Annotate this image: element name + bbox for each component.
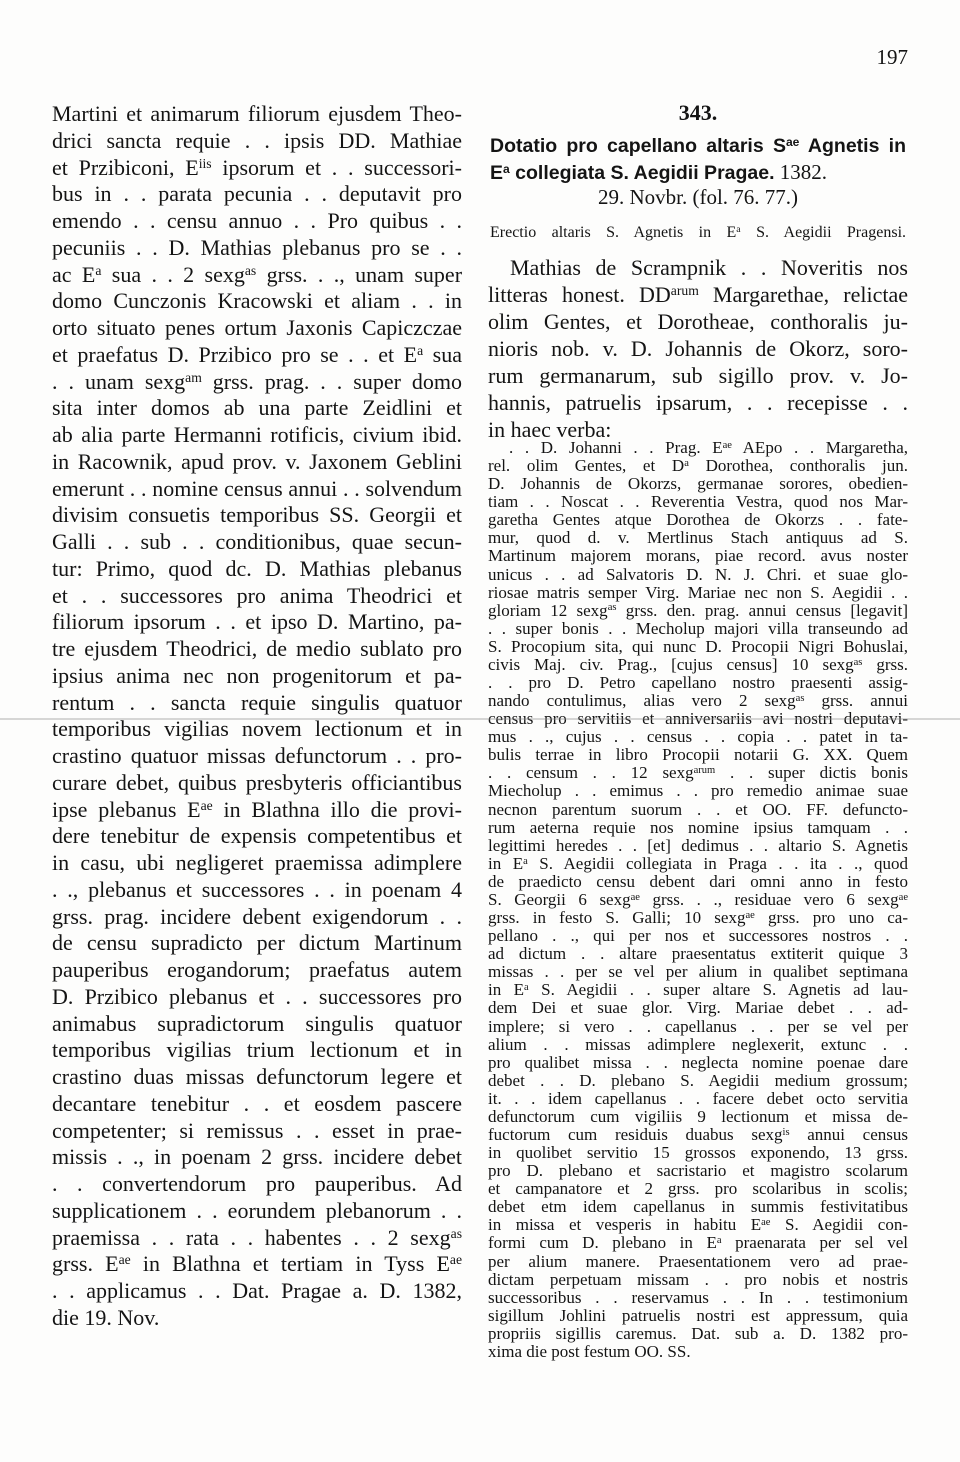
plain-run: 1382. — [774, 160, 828, 184]
text-line — [52, 1011, 462, 1038]
text-run: grss. . ., unam super — [256, 261, 463, 287]
text-run: in Blathna illo die provi- — [212, 796, 462, 822]
text-line — [488, 1271, 908, 1289]
text-run: D. Johannis de Okorzs, germanae sorores, obedien- — [488, 474, 908, 494]
text-line — [490, 159, 906, 186]
text-run: decantare tenebitur . . et eosdem pascere — [52, 1090, 462, 1116]
text-run: sua — [423, 341, 462, 367]
text-line — [488, 1253, 908, 1271]
superscript: ae — [761, 1217, 771, 1229]
text-run: civis Maj. civ. Prag., [cujus census] 10 sexg — [488, 654, 854, 674]
text-run: ipsius anima nec non progenitorum et pa- — [52, 662, 462, 688]
text-run: et praefatus D. Przibico pro se . . et E — [52, 341, 418, 367]
text-line — [488, 764, 908, 782]
superscript: as — [244, 262, 257, 278]
text-run: sua . . 2 sexg — [101, 261, 245, 287]
text-line — [52, 716, 462, 743]
text-line — [52, 609, 462, 636]
text-run: pellano . ., qui per nos et successores nostros . . — [488, 926, 908, 946]
text-line — [488, 963, 908, 981]
superscript: ae — [449, 1252, 462, 1268]
text-line — [52, 1251, 462, 1278]
text-line — [488, 281, 908, 308]
text-line — [488, 308, 908, 335]
text-run: defunctorum cum vigiliis 9 lectionum et missa de- — [488, 1106, 908, 1126]
superscript: as — [795, 692, 805, 704]
text-run: in E — [488, 980, 525, 1000]
text-run: rel. olim Gentes, et D — [488, 456, 685, 476]
text-run: die 19. Nov. — [52, 1304, 160, 1330]
text-line — [52, 342, 462, 369]
text-line — [52, 1118, 462, 1145]
text-run: S. Aegidii Pragensi. — [740, 224, 907, 241]
text-run: mus . ., cujus . . census . . copia . . patet in ta- — [488, 727, 908, 747]
text-line — [488, 493, 908, 511]
text-run: bus in . . parata pecunia . . deputavit pro — [52, 181, 462, 207]
text-run: rentum . . sancta requie singulis quatuor — [52, 689, 462, 715]
text-line — [488, 1072, 908, 1090]
text-line — [52, 128, 462, 155]
text-line — [488, 782, 908, 800]
text-line — [52, 770, 462, 797]
text-run: divisim consuetis temporibus SS. Georgii et — [52, 502, 462, 528]
text-run: grss. prag. incidere debent exigendorum . . — [52, 903, 462, 929]
text-run: riosae matris semper Virg. Mariae nec non S. Aegidii . . — [488, 582, 908, 602]
text-run: pro D. plebano et sacristario et magistro scolarum — [488, 1161, 908, 1181]
text-run: et Przibiconi, E — [52, 154, 199, 180]
superscript: a — [684, 457, 689, 469]
text-run: temporibus vigilias trium lectionum et in — [52, 1037, 462, 1063]
text-line — [488, 529, 908, 547]
text-run: in haec verba: — [488, 417, 612, 442]
text-run: rum aeterna requie nos nomine ipsius tamquam . . — [488, 817, 908, 837]
text-run: missis . ., in poenam 2 grss. incidere debet — [52, 1144, 462, 1170]
text-line — [52, 529, 462, 556]
text-line — [488, 1036, 908, 1054]
text-run: Martinum majorem morans, piae record. avus noster — [488, 546, 908, 566]
text-line — [488, 1126, 908, 1144]
text-run: Dotatio pro capellano altaris S — [490, 135, 786, 157]
page-number: 197 — [876, 45, 908, 69]
text-run: . . applicamus . . Dat. Pragae a. D. 1382, — [52, 1278, 462, 1303]
text-run: praemissa . . rata . . habentes . . 2 sexg — [52, 1224, 451, 1250]
superscript: iis — [198, 155, 212, 171]
text-line — [488, 891, 908, 909]
text-run: S. Procopium sita, qui nunc D. Procopii Nigri Bohuslai, — [488, 636, 908, 656]
superscript: ae — [898, 891, 908, 903]
text-run: ipsorum et . . successori- — [211, 154, 462, 180]
document-summary — [490, 224, 906, 242]
superscript: ae — [118, 1252, 131, 1268]
superscript: a — [736, 224, 741, 236]
text-run: tiam . . Noscat . . Reverentia Vestra, quod nos Mar- — [488, 492, 908, 512]
text-line — [488, 1180, 908, 1198]
text-run: . . pro D. Petro capellano nostro praesenti assig- — [488, 673, 908, 693]
text-line — [52, 208, 462, 235]
text-line — [488, 656, 908, 674]
text-line — [488, 981, 908, 999]
text-run: hannis, patruelis ipsarum, . . recepisse . . — [488, 390, 908, 415]
text-line — [488, 547, 908, 565]
text-run: competenter; si remissus . . esset in prae- — [52, 1117, 462, 1143]
text-line — [488, 1343, 908, 1361]
text-run: dictam perpetuam missam . . pro nobis et nostris — [488, 1269, 908, 1289]
text-line — [488, 692, 908, 710]
text-line — [52, 904, 462, 931]
superscript: ae — [630, 891, 640, 903]
text-run: debet . . D. plebano S. Aegidii medium grossum; — [488, 1070, 908, 1090]
text-line — [52, 743, 462, 770]
text-run: AEpo . . Margaretha, — [731, 438, 908, 457]
text-run: collegiata S. Aegidii Pragae. — [509, 162, 775, 184]
text-line — [52, 1091, 462, 1118]
text-run: grss. pro uno ca- — [754, 908, 908, 928]
text-run: ad dictum . . altare praesentatus extiterit quique 3 — [488, 944, 908, 964]
text-line — [52, 797, 462, 824]
scan-artifact-line — [0, 718, 960, 720]
superscript: a — [503, 161, 510, 176]
text-line — [488, 1144, 908, 1162]
text-run: bulis terrae in libro Procopii notarii G. XX. Quem — [488, 745, 908, 765]
charter-intro — [488, 254, 908, 443]
text-run: it. . . idem capellanus . . facere debet octo servitia — [488, 1088, 908, 1108]
text-run: in quolibet servitio 15 grossos exponendo, 13 grss. — [488, 1143, 908, 1163]
text-line — [488, 439, 908, 457]
superscript: ae — [745, 909, 755, 921]
superscript: arum — [693, 765, 716, 777]
text-line — [52, 1037, 462, 1064]
text-line — [488, 566, 908, 584]
text-run: mur, quod d. v. Mertlinus Stach antiquus ad S. — [488, 528, 908, 548]
text-run: Margarethae, relictae — [698, 282, 908, 307]
text-run: tre ejusdem Theodrici, de medio sublato pro — [52, 636, 462, 661]
text-run: propriis sigillis caremus. Dat. sub a. D. 1382 pro- — [488, 1323, 908, 1343]
text-line — [52, 181, 462, 208]
text-run: Miecholup . . emimus . . pro remedio animae suae — [488, 781, 908, 801]
text-line — [52, 877, 462, 904]
text-line — [488, 1162, 908, 1180]
text-line — [52, 663, 462, 690]
text-run: rum germanarum, sub sigillo prov. v. Jo- — [488, 363, 908, 388]
text-line — [488, 746, 908, 764]
document-title — [490, 133, 906, 186]
text-line — [488, 1090, 908, 1108]
text-line — [488, 584, 908, 602]
text-run: ab alia parte Hermanni rotificis, civium ibid. — [52, 422, 462, 447]
superscript: a — [523, 855, 528, 867]
text-run: D. Przibico plebanus et . . successores pro — [52, 983, 462, 1009]
text-line — [52, 1198, 462, 1225]
text-line — [52, 850, 462, 877]
text-run: Dorothea, conthoralis jun. — [688, 456, 909, 476]
text-line — [52, 235, 462, 262]
text-line — [488, 1325, 908, 1343]
text-run: legittimi heredes . . [et] dedimus . . altario S. Agnetis — [488, 835, 908, 855]
text-line — [52, 262, 462, 289]
text-run: animabus supradictorum singulis quatuor — [52, 1010, 462, 1036]
text-line — [52, 449, 462, 476]
superscript: arum — [670, 283, 699, 299]
text-line — [488, 511, 908, 529]
text-line — [488, 999, 908, 1017]
text-run: et campanatore et 2 grss. pro scolaribus in scolis; — [488, 1179, 908, 1199]
text-run: ipse plebanus E — [52, 796, 201, 822]
text-line — [488, 389, 908, 416]
superscript: a — [524, 982, 529, 994]
text-line — [52, 690, 462, 717]
text-run: E — [490, 162, 504, 184]
text-line — [488, 1216, 908, 1234]
text-run: emerunt . . nomine census annui . . solvendum — [52, 475, 462, 501]
text-run: xima die post festum OO. SS. — [488, 1341, 691, 1361]
text-run: in Blathna et tertiam in Tyss E — [130, 1251, 450, 1277]
text-run: grss. . ., residuae vero 6 sexg — [639, 889, 899, 909]
text-run: curare debet, quibus presbyteris officiantibus — [52, 769, 462, 795]
left-column-text — [52, 101, 462, 1332]
text-run: nioris nob. v. D. Johannis de Okorz, soro- — [488, 336, 908, 361]
text-run: crastino quatuor missas defunctorum . . pro- — [52, 743, 462, 768]
text-line — [52, 369, 462, 396]
text-run: alium . . missas adimplere neglexerit, extunc . . — [488, 1034, 908, 1054]
text-run: olim Gentes, et Dorotheae, conthoralis ju- — [488, 309, 908, 334]
text-run: S. Aegidii con- — [770, 1215, 908, 1235]
text-run: fuctorum cum residuis duabus sexg — [488, 1124, 783, 1144]
text-run: . . D. Johanni . . Prag. E — [509, 438, 723, 457]
text-run: grss. in festo S. Galli; 10 sexg — [488, 908, 746, 928]
text-line — [488, 837, 908, 855]
text-line — [52, 556, 462, 583]
superscript: as — [450, 1225, 462, 1241]
text-run: sita inter domos ab una parte Zeidlini et — [52, 395, 462, 421]
text-run: dem Dei et suae glor. Virg. Mariae debet . . ad- — [488, 998, 908, 1018]
text-line — [488, 945, 908, 963]
text-run: orto situato penes ortum Jaxonis Capiczczae — [52, 315, 462, 340]
text-run: . . convertendorum pro pauperibus. Ad — [52, 1171, 462, 1196]
text-run: drici sancta requie . . ipsis DD. Mathiae — [52, 127, 462, 153]
text-run: domo Cunczonis Kracowski et aliam . . in — [52, 288, 462, 314]
document-number: 343. — [678, 100, 718, 125]
text-line — [52, 957, 462, 984]
text-run: de censu supradicto per dictum Martinum — [52, 930, 462, 956]
text-line — [52, 502, 462, 529]
text-line — [52, 930, 462, 957]
text-line — [488, 927, 908, 945]
text-run: . ., plebanus et successores . . in poenam 4 — [52, 876, 462, 902]
text-run: missas . . per se vel per alium in qualibet septimana — [488, 962, 908, 982]
text-run: de praedicto censu debent dari omni anno in festo — [488, 871, 908, 891]
text-run: ac E — [52, 261, 96, 287]
text-run: sigillum Johlini patruelis nostri est appressum, quia — [488, 1305, 908, 1325]
text-run: S. Aegidii . . super altare S. Agnetis ad lau- — [528, 980, 909, 1000]
text-line — [52, 583, 462, 610]
text-run: in casu, ubi negligeret praemissa adimplere — [52, 850, 462, 875]
text-run: et . . successores pro anima Theodrici et — [52, 582, 462, 608]
text-run: per alium manere. Praesentationem vero ad prae- — [488, 1251, 908, 1271]
text-line — [52, 636, 462, 663]
text-line — [488, 674, 908, 692]
superscript: am — [185, 369, 202, 385]
text-line — [52, 288, 462, 315]
text-run: grss. den. prag. annui census [legavit] — [616, 600, 908, 620]
superscript: as — [853, 656, 863, 668]
text-line — [52, 984, 462, 1011]
text-run: pecuniis . . D. Mathias plebanus pro se . . — [52, 234, 462, 260]
text-run: filiorum ipsorum . . et ipso D. Martino, pa- — [52, 609, 462, 635]
text-line — [488, 620, 908, 638]
text-run: debet etm idem capellanus in summis festivitatibus — [488, 1197, 908, 1217]
text-line — [52, 395, 462, 422]
text-run: crastino duas missas defunctorum legere et — [52, 1064, 462, 1089]
superscript: is — [782, 1126, 790, 1138]
superscript: ae — [722, 439, 732, 451]
text-run: Martini et animarum filiorum ejusdem Theo- — [52, 101, 462, 126]
superscript: a — [417, 342, 424, 358]
text-run: Galli . . sub . . conditionibus, quae secun- — [52, 529, 462, 554]
text-line — [490, 224, 906, 242]
text-run: pauperibus erogandorum; praefatus autem — [52, 957, 462, 982]
superscript: ae — [785, 134, 800, 149]
text-run: . . unam sexg — [52, 368, 186, 394]
text-line — [488, 728, 908, 746]
text-run: gloriam 12 sexg — [488, 600, 608, 620]
text-line — [52, 315, 462, 342]
text-run: grss. — [862, 654, 908, 674]
text-run: Agnetis in — [799, 135, 906, 157]
text-run: nando contulimus, alias vero 2 sexg — [488, 691, 796, 711]
text-run: Erectio altaris S. Agnetis in E — [490, 224, 737, 241]
text-line — [488, 457, 908, 475]
text-line — [52, 823, 462, 850]
text-run: Mathias de Scrampnik . . Noveritis nos — [510, 255, 908, 280]
text-line — [52, 1171, 462, 1198]
text-run: litteras honest. DD — [488, 282, 671, 307]
text-line — [488, 819, 908, 837]
text-run: praenarata per sel vel — [721, 1233, 908, 1253]
text-line — [488, 1234, 908, 1252]
text-line — [488, 1307, 908, 1325]
text-run: in Racownik, apud prov. v. Jaxonem Geblini — [52, 448, 462, 474]
text-line — [52, 1278, 462, 1305]
text-run: S. Georgii 6 sexg — [488, 889, 631, 909]
text-line — [52, 101, 462, 128]
text-run: temporibus vigilias novem lectionum et in — [52, 716, 462, 742]
text-run: successoribus . . reservamus . . In . . testimonium — [488, 1287, 908, 1307]
text-line — [488, 475, 908, 493]
text-run: grss. prag. . . super domo — [201, 368, 463, 394]
superscript: as — [607, 602, 617, 614]
text-line — [488, 362, 908, 389]
text-run: in missa et vesperis in habitu E — [488, 1215, 762, 1235]
text-run: census pro servitiis et anniversariis avi nostri deputavi- — [488, 709, 908, 729]
text-line — [52, 422, 462, 449]
superscript: a — [95, 262, 102, 278]
text-run: grss. annui — [804, 691, 908, 711]
text-line — [488, 801, 908, 819]
text-run: grss. E — [52, 1251, 119, 1277]
text-line — [488, 1108, 908, 1126]
text-run: in E — [488, 853, 524, 873]
text-run: annui census — [789, 1124, 908, 1144]
text-line — [488, 254, 908, 281]
text-run: necnon parentum suorum . . et OO. FF. defuncto- — [488, 799, 908, 819]
text-run: . . censum . . 12 sexg — [488, 763, 694, 783]
text-run: implere; si vero . . capellanus . . per se vel per — [488, 1016, 908, 1036]
text-line — [488, 602, 908, 620]
text-line — [52, 1144, 462, 1171]
text-run: emendo . . censu annuo . . Pro quibus . . — [52, 208, 462, 233]
text-run: . . super bonis . . Mecholup majori villa transeundo ad — [488, 618, 908, 638]
text-line — [488, 1289, 908, 1307]
text-line — [488, 1198, 908, 1216]
text-run: dere tenebitur de expensis competentibus et — [52, 823, 462, 849]
text-line — [488, 855, 908, 873]
text-line — [52, 476, 462, 503]
text-run: unicus . . ad Salvatoris D. N. J. Chri. et suae glo- — [488, 564, 908, 584]
text-line — [488, 1054, 908, 1072]
text-line — [52, 1225, 462, 1252]
text-run: tur: Primo, quod dc. D. Mathias plebanus — [52, 555, 462, 581]
text-run: formi cum D. plebano in E — [488, 1233, 717, 1253]
text-line — [488, 1018, 908, 1036]
document-date: 29. Novbr. (fol. 76. 77.) — [597, 185, 799, 209]
text-run: S. Aegidii collegiata in Praga . . ita . ., quod — [527, 853, 908, 873]
text-run: pro qualibet missa . . neglecta nomine poenae dare — [488, 1052, 908, 1072]
text-line — [490, 133, 906, 159]
superscript: ae — [200, 797, 213, 813]
text-line — [488, 335, 908, 362]
text-run: garetha Gentes atque Dorothea de Okorzs . . fate- — [488, 510, 908, 530]
text-line — [52, 1305, 462, 1332]
text-line — [52, 155, 462, 182]
superscript: a — [716, 1235, 722, 1247]
text-line — [488, 909, 908, 927]
text-run: supplicationem . . eorundem plebanorum . . — [52, 1197, 462, 1223]
text-line — [488, 638, 908, 656]
charter-text — [488, 439, 908, 1361]
text-run: . . super dictis bonis — [715, 763, 908, 783]
text-line — [488, 873, 908, 891]
text-line — [52, 1064, 462, 1091]
